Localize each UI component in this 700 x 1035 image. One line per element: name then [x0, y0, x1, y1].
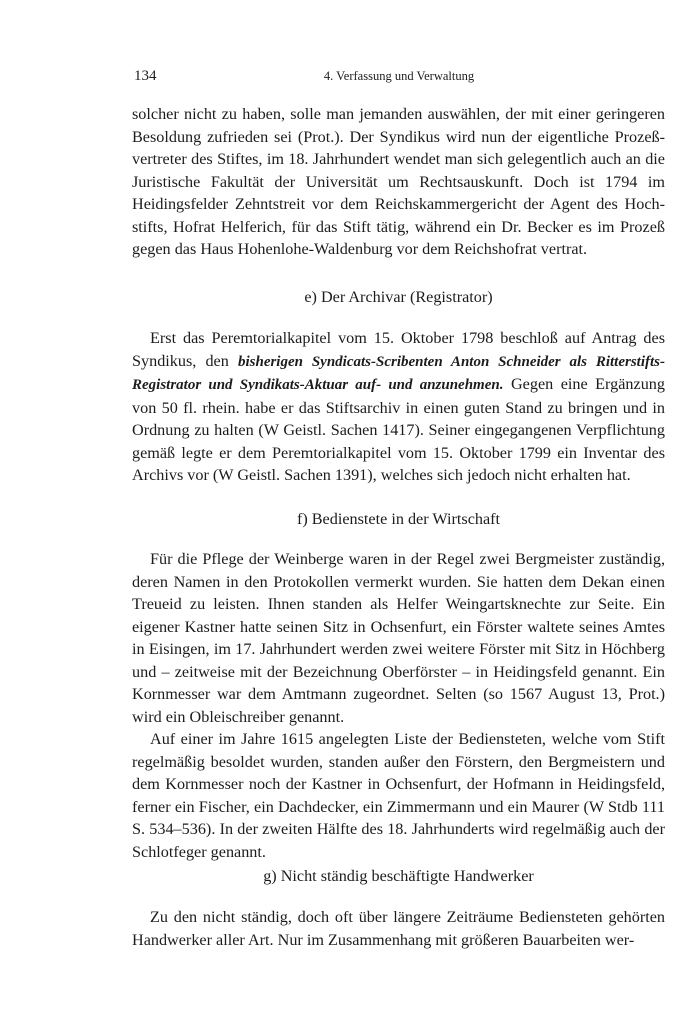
running-title: 4. Verfassung und Verwaltung: [323, 69, 475, 83]
paragraph-text-start: Erst das Peremtorialkapitel vom 15. Oktober 1798 beschloß auf Antrag des Syndikus, den: [132, 329, 665, 370]
section-heading-bedienstete: f) Bedienstete in der Wirtschaft: [296, 510, 501, 528]
emphasized-quote: bisherigen Syndicats-Scribenten Anton Schneider als Ritterstifts-Registrator und Syndikats-Aktuar auf- und anzunehmen.: [132, 353, 665, 393]
paragraph-liste-1615: Auf einer im Jahre 1615 angelegten Liste der Bediensteten, welche vom Stift regelmäßig besoldet wurden, standen außer den Förstern, den Bergmeistern und dem Kornmesser noch der Kastner in Ochsenfurt, der Hofmann in Heidingsfeld, ferner ein Fischer, ein Dachdecker, ein Zimmermann und ein Maurer (W Stdb 111 S. 534–536). In der zweiten Hälfte des 18. Jahrhunderts wird regelmäßig auch der Schlotfeger genannt.: [132, 730, 665, 861]
section-heading-handwerker: g) Nicht ständig beschäftigte Handwerker: [263, 867, 534, 885]
paragraph-archivar: [132, 327, 665, 487]
paragraph-text-end: Gegen eine Ergänzung von 50 fl. rhein. habe er das Stiftsarchiv in einen guten Stand zu bringen und in Ordnung zu halten (W Geistl. Sachen 1417). Seiner eingegangenen Verpflichtung gemäß legte er dem Peremtorialkapitel vom 15. Oktober 1799 ein Inventar des Archivs vor (W Geistl. Sachen 1391), welches sich jedoch nicht erhalten hat.: [132, 375, 665, 484]
paragraph-weinberge: Für die Pflege der Weinberge waren in der Regel zwei Bergmeister zuständig, deren Namen in den Protokollen vermerkt wurden. Sie hatten dem Dekan einen Treueid zu leisten. Ihnen standen als Helfer Weingartsknechte zur Seite. Ein eigener Kastner hatte seinen Sitz in Ochsenfurt, ein Förster waltete seines Amtes in Eisingen, im 17. Jahrhundert werden zwei weitere Förster mit Sitz in Höchberg und – zeitweise mit der Bezeichnung Oberförster – in Heidingsfeld genannt. Ein Kornmesser war dem Amtmann zugeordnet. Selten (so 1567 August 13, Prot.) wird ein Obleischreiber genannt.: [132, 550, 665, 726]
section-body-bedienstete: [132, 548, 665, 863]
paragraph-text: solcher nicht zu haben, solle man jemanden auswählen, der mit einer geringeren Besoldung zufrieden sei (Prot.). Der Syndikus wird nun der eigentliche Prozeßvertreter des Stiftes, im 18. Jahrhundert wendet man sich gelegentlich auch an die Juristische Fakultät der Universität um Rechtsauskunft. Doch ist 1794 im Heidingsfelder Zehntstreit vor dem Reichskammergericht der Agent des Hochstifts, Hofrat Helferich, für das Stift tätig, während ein Dr. Becker es im Prozeß gegen das Haus Hohenlohe-Waldenburg vor dem Reichshofrat vertrat.: [132, 105, 665, 258]
paragraph-handwerker: [132, 906, 665, 951]
paragraph-syndikus: [132, 103, 665, 261]
paragraph-text: Zu den nicht ständig, doch oft über längere Zeiträume Bediensteten gehörten Handwerker aller Art. Nur im Zusammenhang mit größeren Bauarbeiten wer-: [132, 908, 665, 949]
section-heading-archivar: e) Der Archivar (Registrator): [304, 288, 493, 306]
page-number: 134: [134, 68, 157, 84]
paragraph-text: [132, 327, 665, 487]
